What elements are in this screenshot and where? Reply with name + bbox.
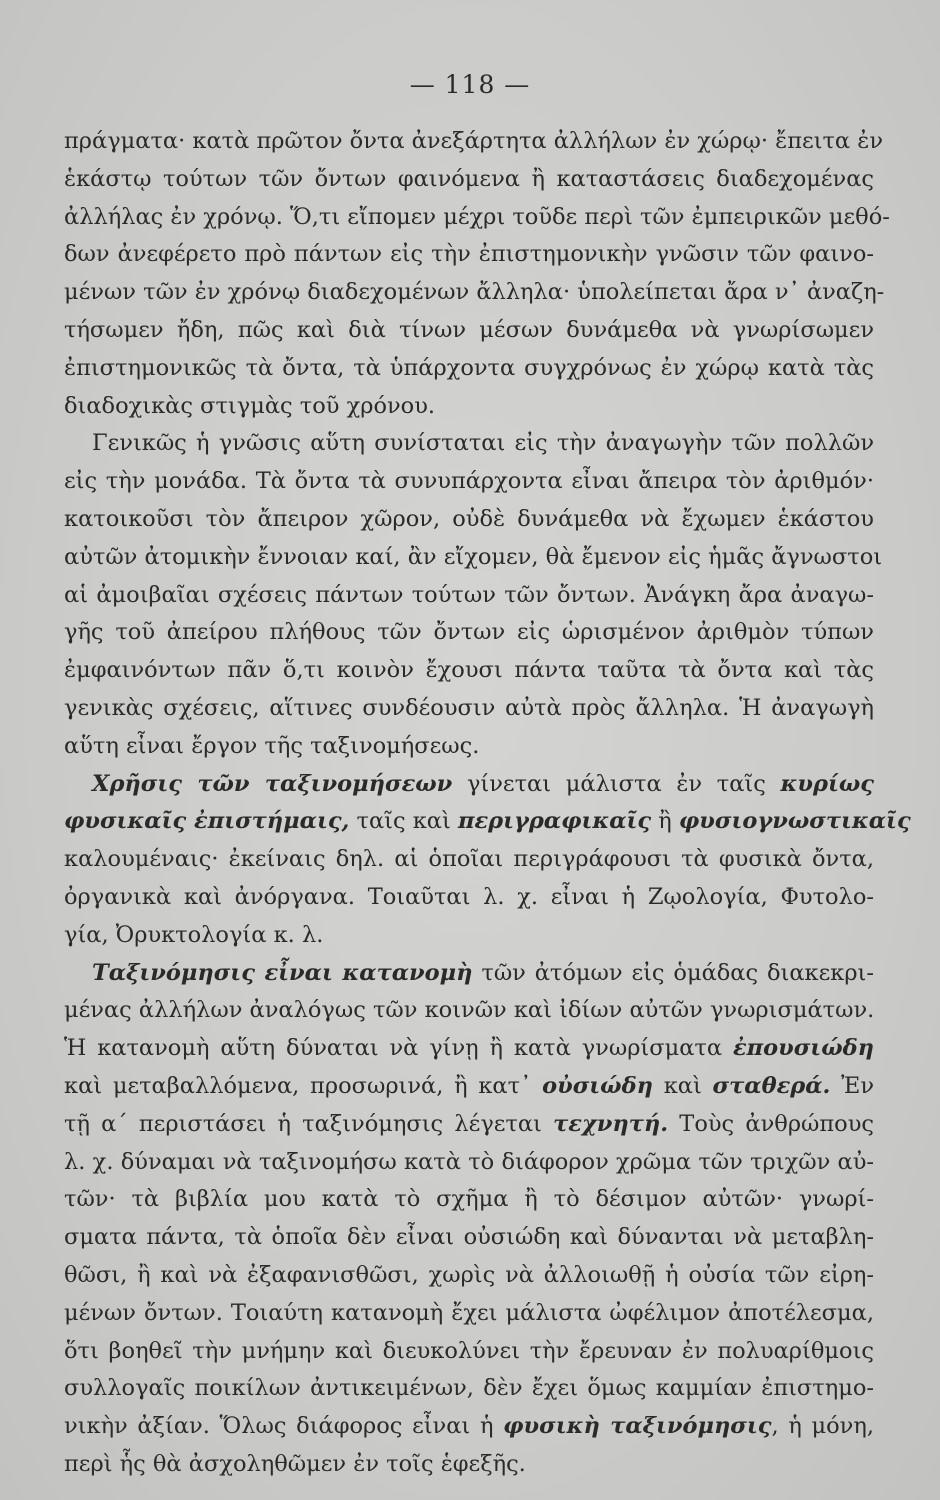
emphasized-term: οὐσιώδη [542,1072,653,1099]
text-line [64,1446,874,1484]
text-line [64,274,885,312]
text-line [64,161,874,199]
text-segment: ταῖς καὶ [349,808,458,835]
text-segment: ὅτι βοηθεῖ τὴν μνήμην καὶ διευκολύνει τὴν ἔρευναν ἐν πολυαρίθμοις [64,1337,874,1364]
text-line [64,1257,874,1295]
text-segment: τήσωμεν ἤδη, πῶς καὶ διὰ τίνων μέσων δυνάμεθα νὰ γνωρίσωμεν [64,316,874,343]
text-segment: γία, Ὀρυκτολογία κ. λ. [64,921,324,948]
text-segment: τῶν· τὰ βιβλία μου κατὰ τὸ σχῆμα ἢ τὸ δέσιμον αὐτῶν· γνωρί- [64,1186,874,1213]
emphasized-term: Ταξινόμησις εἶναι κατανομὴ [92,959,473,986]
text-line [64,577,874,615]
text-line [64,501,874,539]
text-segment: , ἡ μόνη, [771,1413,874,1440]
emphasized-term: ἐπουσιώδη [732,1035,874,1062]
text-line [64,803,911,841]
text-line [64,992,874,1030]
emphasized-term: περιγραφικαῖς [457,808,652,835]
text-line [64,917,874,955]
text-segment: συλλογαῖς ποικίλων ἀντικειμένων, δὲν ἔχει ὅμως καμμίαν ἐπιστημο- [64,1375,874,1402]
emphasized-term: φυσικὴ ταξινόμησις [503,1413,772,1440]
text-segment: μένων ὄντων. Τοιαύτη κατανομὴ ἔχει μάλιστα ὠφέλιμον ἀποτέλεσμα, [64,1299,874,1326]
text-segment: μένας ἀλλήλων ἀναλόγως τῶν κοινῶν καὶ ἰδίων αὐτῶν γνωρισμάτων. [64,997,875,1024]
text-line [64,614,874,652]
text-segment: θῶσι, ἢ καὶ νὰ ἐξαφανισθῶσι, χωρὶς νὰ ἀλλοιωθῇ ἡ οὐσία τῶν εἰρη- [64,1261,874,1288]
text-segment: αὐτῶν ἀτομικὴν ἔννοιαν καί, ἂν εἴχομεν, θὰ ἔμενον εἰς ἡμᾶς ἄγνωστοι [64,543,883,570]
text-line [64,1295,874,1333]
text-segment: Ἡ κατανομὴ αὕτη δύναται νὰ γίνῃ ἢ κατὰ γνωρίσματα [64,1035,733,1062]
text-line [64,766,874,804]
text-line [64,1106,874,1144]
text-line [64,388,874,426]
text-segment: αἱ ἀμοιβαῖαι σχέσεις πάντων τούτων τῶν ὄντων. Ἀνάγκη ἄρα ἀναγω- [64,581,874,608]
text-line [64,1030,874,1068]
text-segment: ἢ [651,808,679,835]
text-line [64,1144,874,1182]
text-line [64,236,874,274]
text-segment: ἐπιστημονικῶς τὰ ὄντα, τὰ ὑπάρχοντα συγχρόνως ἐν χώρῳ κατὰ τὰς [64,354,874,381]
text-segment: λ. χ. δύναμαι νὰ ταξινομήσω κατὰ τὸ διάφορον χρῶμα τῶν τριχῶν αὐ- [64,1148,874,1175]
text-segment: γενικὰς σχέσεις, αἵτινες συνδέουσιν αὐτὰ πρὸς ἄλληλα. Ἡ ἀναγωγὴ [64,694,874,721]
text-line [64,955,874,993]
text-line [64,728,874,766]
text-line [64,425,874,463]
page-number: — 118 — [409,70,531,99]
emphasized-term: τεχνητή. [553,1110,669,1137]
text-segment: κατοικοῦσι τὸν ἄπειρον χῶρον, οὐδὲ δυνάμεθα νὰ ἔχωμεν ἑκάστου [64,505,874,532]
emphasized-term: φυσικαῖς ἐπιστήμαις, [64,808,350,835]
text-segment: ἀλλήλας ἐν χρόνῳ. Ὅ,τι εἴπομεν μέχρι τοῦδε περὶ τῶν ἐμπειρικῶν μεθό- [64,203,890,230]
text-segment: διαδοχικὰς στιγμὰς τοῦ χρόνου. [64,392,436,419]
text-line [64,199,890,237]
text-segment: πράγματα· κατὰ πρῶτον ὄντα ἀνεξάρτητα ἀλλήλων ἐν χώρῳ· ἔπειτα ἐν [64,128,884,154]
text-line [64,841,874,879]
text-line [64,312,874,350]
text-segment: ἑκάστῳ τούτων τῶν ὄντων φαινόμενα ἢ καταστάσεις διαδεχομένας [64,165,874,192]
text-line [64,350,874,388]
text-segment: ἐμφαινόντων πᾶν ὅ,τι κοινὸν ἔχουσι πάντα ταῦτα τὰ ὄντα καὶ τὰς [64,657,874,684]
text-segment: γῆς τοῦ ἀπείρου πλήθους τῶν ὄντων εἰς ὡρισμένον ἀριθμὸν τύπων [64,619,874,646]
body-text [64,123,911,1484]
text-segment: εἰς τὴν μονάδα. Τὰ ὄντα τὰ συνυπάρχοντα εἶναι ἄπειρα τὸν ἀριθμόν· [64,468,874,495]
text-segment: νικὴν ἀξίαν. Ὅλως διάφορος εἶναι ἡ [64,1413,504,1440]
text-segment: καλουμέναις· ἐκείναις δηλ. αἱ ὁποῖαι περιγράφουσι τὰ φυσικὰ ὄντα, [64,846,874,873]
text-line [64,1408,874,1446]
text-segment: γίνεται μάλιστα ἐν ταῖς [452,770,781,797]
text-line [64,123,884,161]
text-line [64,1333,874,1371]
text-segment: Τοὺς ἀνθρώπους [668,1110,875,1137]
text-segment: καὶ [652,1072,713,1099]
text-line [64,690,874,728]
emphasized-term: κυρίως [780,770,874,797]
text-segment: Ἐν [830,1072,875,1099]
text-line [64,1181,874,1219]
text-segment: τῇ α΄ περιστάσει ἡ ταξινόμησις λέγεται [64,1110,554,1137]
text-segment: Γενικῶς ἡ γνῶσις αὕτη συνίσταται εἰς τὴν ἀναγωγὴν τῶν πολλῶν [92,430,874,457]
text-segment: δων ἀνεφέρετο πρὸ πάντων εἰς τὴν ἐπιστημονικὴν γνῶσιν τῶν φαινο- [64,241,874,268]
text-line [64,652,874,690]
text-line [64,539,883,577]
text-line [64,1219,874,1257]
emphasized-term: σταθερά. [712,1072,831,1099]
emphasized-term: φυσιογνωστικαῖς [678,808,911,835]
text-segment: τῶν ἀτόμων εἰς ὁμάδας διακεκρι- [472,959,874,986]
text-segment: αὕτη εἶναι ἔργον τῆς ταξινομήσεως. [64,732,480,759]
text-line [64,463,874,501]
text-segment: περὶ ἧς θὰ ἀσχοληθῶμεν ἐν τοῖς ἑφεξῆς. [64,1450,526,1477]
text-segment: σματα πάντα, τὰ ὁποῖα δὲν εἶναι οὐσιώδη καὶ δύνανται νὰ μεταβλη- [64,1224,874,1251]
text-segment: ὀργανικὰ καὶ ἀνόργανα. Τοιαῦται λ. χ. εἶναι ἡ Ζῳολογία, Φυτολο- [64,883,874,910]
text-segment: μένων τῶν ἐν χρόνῳ διαδεχομένων ἄλληλα· ὑπολείπεται ἄρα ν᾽ ἀναζη- [64,279,885,306]
emphasized-term: Χρῆσις τῶν ταξινομήσεων [92,770,453,797]
text-line [64,1370,874,1408]
text-segment: καὶ μεταβαλλόμενα, προσωρινά, ἢ κατ᾽ [64,1072,543,1099]
text-line [64,879,874,917]
text-line [64,1068,874,1106]
